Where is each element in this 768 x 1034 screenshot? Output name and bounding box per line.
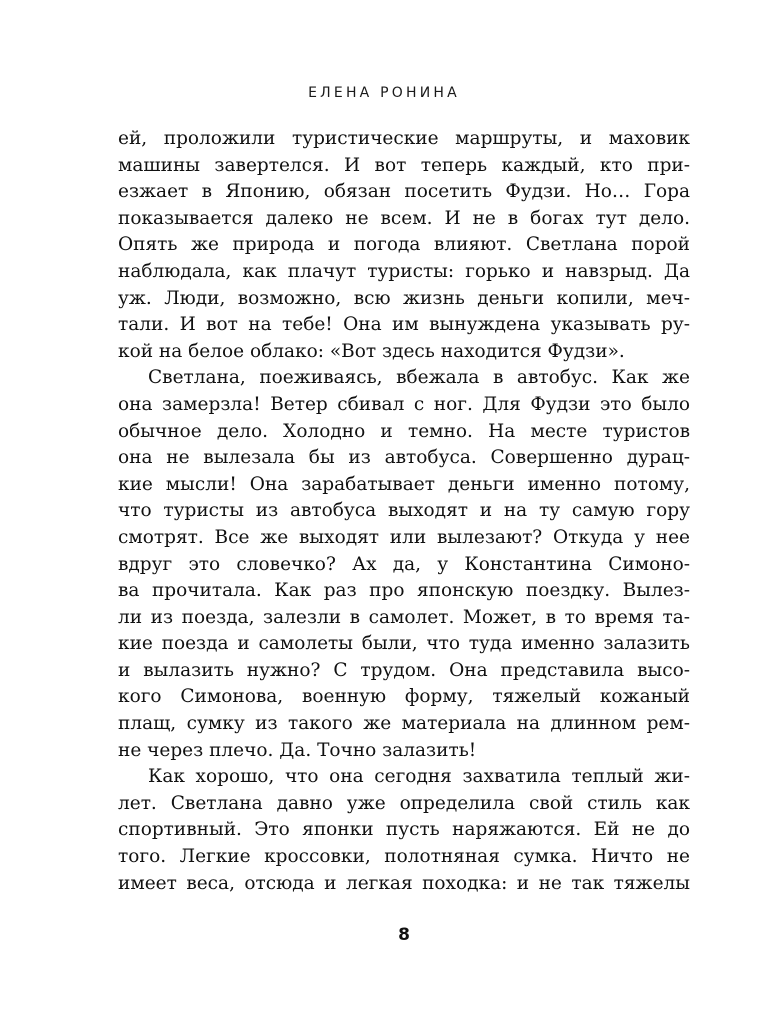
text-line: Как хорошо, что она сегодня захватила теплый жи- [148,766,690,788]
text-line: Опять же природа и погода влияют. Светлана порой [118,234,690,256]
text-line: кие мысли! Она зарабатывает деньги именно потому, [118,473,690,495]
text-line: езжает в Японию, обязан посетить Фудзи. Но… Гора [118,181,690,203]
text-line: кие поезда и самолеты были, что туда именно залазить [118,633,690,655]
text-line: что туристы из автобуса выходят и на ту самую гору [118,500,690,522]
text-line: ей, проложили туристические маршруты, и маховик [118,128,690,149]
text-line: не через плечо. Да. Точно залазить! [118,739,477,761]
page-number: 8 [398,925,410,945]
text-line: она замерзла! Ветер сбивал с ног. Для Фудзи это было [118,393,690,415]
text-line: смотрят. Все же выходят или вылезают? Откуда у нее [118,526,690,548]
text-line: Светлана, поеживаясь, вбежала в автобус. Как же [148,367,690,389]
text-line: ли из поезда, залезли в самолет. Может, в то время та- [118,606,690,628]
text-line: лет. Светлана давно уже определила свой стиль как [118,792,690,814]
text-line: уж. Люди, возможно, всю жизнь деньги копили, меч- [118,287,690,309]
text-line: имеет веса, отсюда и легкая походка: и не так тяжелы [118,872,690,894]
text-line: ва прочитала. Как раз про японскую поездку. Вылез- [118,580,690,602]
text-line: тали. И вот на тебе! Она им вынуждена указывать ру- [118,314,690,336]
text-line: показывается далеко не всем. И не в богах тут дело. [118,207,690,229]
text-line: вдруг это словечко? Ах да, у Константина Симоно- [118,553,690,575]
text-line: и вылазить нужно? С трудом. Она представила высо- [118,659,690,681]
text-line: кой на белое облако: «Вот здесь находится Фудзи». [118,340,625,362]
text-line: плащ, сумку из такого же материала на длинном рем- [118,713,690,735]
text-line: кого Симонова, военную форму, тяжелый кожаный [118,686,690,708]
text-line: обычное дело. Холодно и темно. На месте туристов [118,420,690,442]
text-line: наблюдала, как плачут туристы: горько и навзрыд. Да [118,260,690,282]
text-line: машины завертелся. И вот теперь каждый, кто при- [118,154,690,176]
body-text [118,126,690,897]
running-head: ЕЛЕНА РОНИНА [308,85,460,101]
text-line: того. Легкие кроссовки, полотняная сумка. Ничто не [118,846,690,868]
text-line: спортивный. Это японки пусть наряжаются. Ей не до [118,819,690,841]
text-line: она не вылезала бы из автобуса. Совершенно дурац- [118,447,690,469]
